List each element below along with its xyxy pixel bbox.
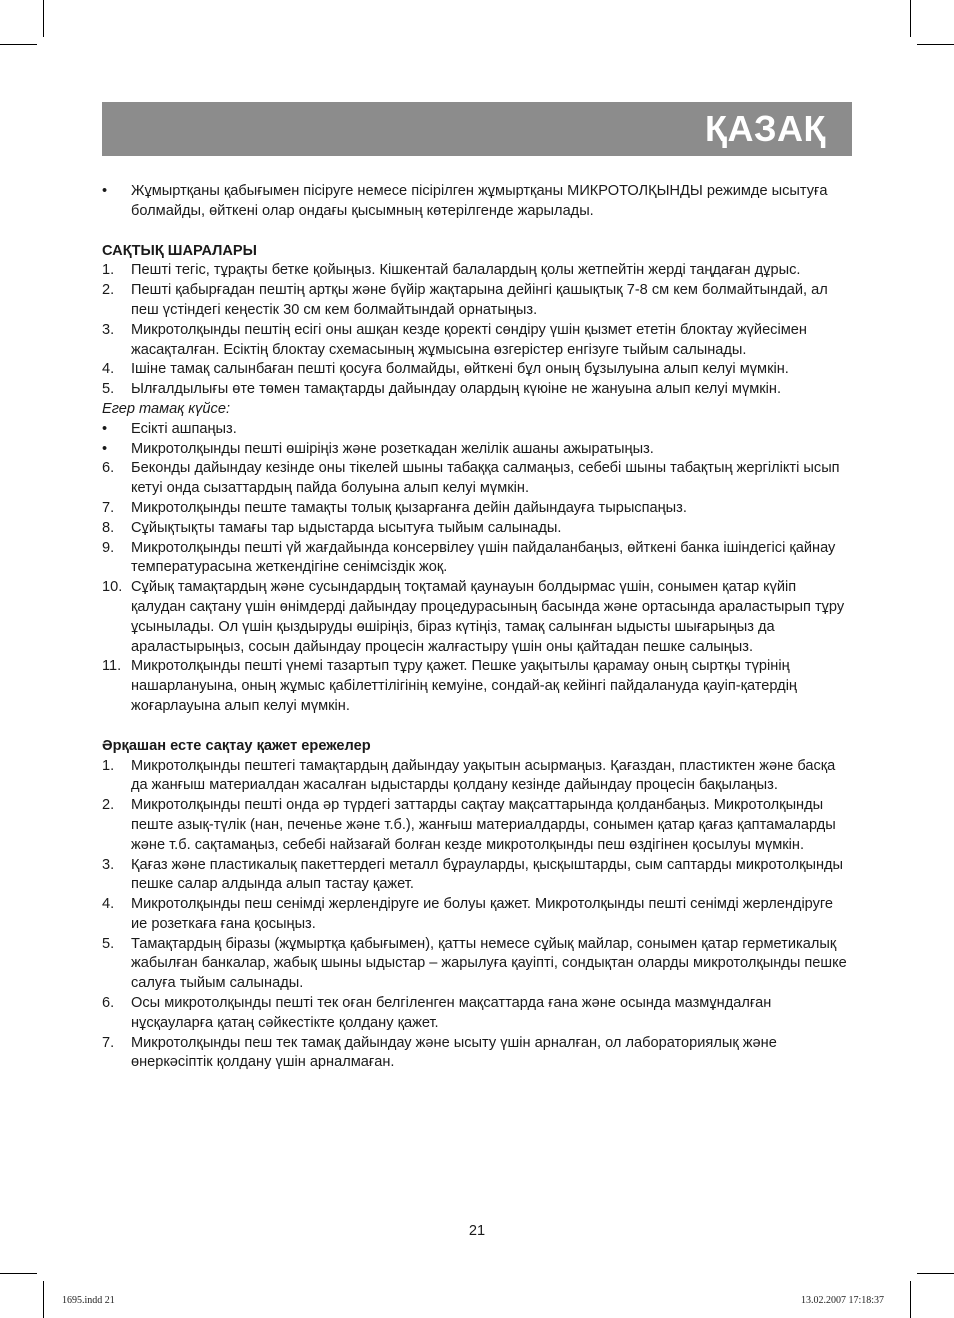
list-marker: • [102, 420, 108, 437]
list-marker: 4. [102, 361, 115, 378]
intro-text: Жұмыртқаны қабығымен пісіруге немесе пісірілген жұмыртқаны МИКРОТОЛҚЫНДЫ режимде ысытуға болмайды, өйткені олар ондағы қысымның көтерілгенде жарылады. [131, 183, 828, 219]
list-item-text: Беконды дайындау кезінде оны тікелей шыны табаққа салмаңыз, себебі шыны табақтың жергілікті ысып кетуі онда сызаттардың пайда болуына алып келуі мүмкін. [131, 460, 840, 497]
list-marker: 2. [102, 282, 115, 299]
bullet-marker: • [102, 183, 108, 199]
list-item [102, 1034, 852, 1074]
page-number: 21 [468, 1223, 486, 1239]
list-item-text: Сұйық тамақтардың және сусындардың тоқтамай қаунауын болдырмас үшін, сонымен қатар күйіп қалудан сақтану үшін өнімдерді дайындау процедурасының басында және ортасында араластырып тұру ұсынылады. Ол үшін қыздыруды өшіріңіз, біраз күтіңіз, тамақ салынған ыдысты шығарыңыз да араластырыңыз, сосын дайындау процесін жалғастыру үшін оны қайтадан пешке салыңыз. [131, 579, 845, 655]
list-item-text: Микротолқынды пеш тек тамақ дайындау және ысыту үшін арналған, ол лабораториялық және өнеркәсіптік қолдану үшін арналмаған. [131, 1034, 777, 1071]
crop-mark [43, 1281, 44, 1318]
list-item-text: Пешті тегіс, тұрақты бетке қойыңыз. Кішкентай балалардың қолы жетпейтін жерді таңдаған дұрыс. [131, 262, 801, 279]
precautions-list-continued [102, 459, 852, 716]
list-marker: 8. [102, 519, 115, 536]
list-marker: 6. [102, 995, 115, 1012]
list-item-text: Микротолқынды пешті үй жағдайында консервілеу үшін пайдаланбаңыз, өйткені банка ішіндегісі қайнау температурасына жеткендігіне сенімсіздік жоқ. [131, 539, 836, 576]
list-item [102, 539, 852, 579]
document-body [102, 182, 852, 1073]
list-item-text: Тамақтардың біразы (жұмыртқа қабығымен), қатты немесе сұйық майлар, сонымен қатар герметикалық жабылған банкалар, жабық шыны ыдыстар – жарылуға қауіпті, сондықтан оларды микротолқынды пешке салуға тыйым салынады. [131, 935, 847, 992]
fire-note: Егер тамақ күйсе: [102, 400, 231, 417]
list-item [102, 261, 852, 281]
crop-mark [917, 44, 954, 45]
list-item-text: Осы микротолқынды пешті тек оған белгіленген мақсаттарда ғана және осында мазмұндалған нұсқауларға қатаң сәйкестікте қолдану қажет. [131, 995, 772, 1031]
footer-timestamp: 13.02.2007 17:18:37 [800, 1295, 884, 1306]
list-item [102, 757, 852, 797]
list-item [102, 856, 852, 896]
language-title: ҚАЗАҚ [705, 108, 826, 149]
list-item-text: Пешті қабырғадан пештің артқы және бүйір жақтарына дейінгі қашықтық 7-8 см кем болмайтындай, ал пеш үстіндегі кеңестік 30 см кем болмайтындай орнатыңыз. [131, 282, 828, 318]
list-item-text: Микротолқынды пешті үнемі тазартып тұру қажет. Пешке уақытылы қарамау оның сыртқы түрінің нашарлануына, оның жұмыс қабілеттілігінің кемуіне, сондай-ақ кейінгі пайдалануда қауіп-қатердің жоғарлауына алып келуі мүмкін. [131, 658, 797, 714]
crop-mark [43, 0, 44, 37]
language-header-bar [102, 102, 852, 156]
list-item-text: Микротолқынды пештің есігі оны ашқан кезде қоректі сөндіру үшін қызмет ететін блоктау жүйесімен жасақталған. Есіктің блоктау схемасының жұмысына өзгерістер енгізуге тыйым салынады. [131, 321, 807, 358]
intro-item [102, 182, 852, 222]
bullet-item [102, 420, 852, 440]
list-marker: • [102, 440, 108, 457]
rules-list [102, 757, 852, 1074]
crop-mark [917, 1273, 954, 1274]
list-item [102, 459, 852, 499]
list-marker: 6. [102, 460, 115, 477]
spacer [102, 717, 852, 737]
list-item-text: Микротолқынды пеш сенімді жерлендіруге ие болуы қажет. Микротолқынды пешті сенімді жерлендіруге ие розеткаға ғана қосыңыз. [131, 896, 834, 932]
list-item-text: Ылғалдылығы өте төмен тамақтарды дайындау олардың күюіне не жануына алып келуі мүмкін. [131, 381, 782, 398]
crop-mark [910, 0, 911, 37]
list-item [102, 935, 852, 994]
list-item-text: Сұйықтықты тамағы тар ыдыстарда ысытуға тыйым салынады. [131, 519, 562, 536]
list-marker: 5. [102, 935, 115, 952]
list-marker: 3. [102, 321, 115, 338]
list-marker: 1. [102, 757, 115, 774]
list-marker: 7. [102, 1034, 115, 1051]
list-item [102, 578, 852, 657]
list-marker: 4. [102, 896, 115, 913]
list-item [102, 321, 852, 361]
list-marker: 10. [102, 579, 123, 596]
list-item [102, 657, 852, 716]
list-item [102, 360, 852, 380]
section-heading-rules: Әрқашан есте сақтау қажет ережелер [102, 737, 371, 754]
list-item [102, 994, 852, 1034]
section-heading-precautions: САҚТЫҚ ШАРАЛАРЫ [102, 242, 257, 259]
list-item [102, 519, 852, 539]
list-item-text: Микротолқынды пеште тамақты толық қызарғанға дейін дайындауға тырыспаңыз. [131, 499, 687, 516]
footer-file-info: 1695.indd 21 [62, 1295, 115, 1306]
list-item [102, 281, 852, 321]
crop-mark [0, 44, 37, 45]
list-item [102, 499, 852, 519]
precautions-list [102, 261, 852, 400]
list-item [102, 796, 852, 855]
list-marker: 5. [102, 381, 115, 398]
list-marker: 7. [102, 499, 115, 516]
list-marker: 2. [102, 797, 115, 814]
list-item-text: Микротолқынды пештегі тамақтардың дайындау уақытын асырмаңыз. Қағаздан, пластиктен және басқа да жанғыш материалдан жасалған ыдыстарды қолдану кезінде дайындау процесін бақылаңыз. [131, 757, 836, 794]
bullet-item [102, 440, 852, 460]
list-marker: 11. [102, 658, 122, 675]
list-item-text: Есікті ашпаңыз. [131, 420, 237, 437]
spacer [102, 222, 852, 242]
list-marker: 1. [102, 262, 115, 279]
list-item-text: Микротолқынды пешті өшіріңіз және розеткадан желілік ашаны ажыратыңыз. [131, 440, 654, 457]
list-item [102, 895, 852, 935]
list-item-text: Микротолқынды пешті онда әр түрдегі заттарды сақтау мақсаттарында қолданбаңыз. Микротолқынды пеште азық-түлік (нан, печенье және т.б.), жанғыш материалдарды, сонымен қатар қағаз қаптамаларды және т.б. сақтамаңыз, себебі найзағай болған кезде микротолқынды пеш өздігінен қосылуы мүмкін. [131, 797, 836, 853]
list-marker: 3. [102, 856, 115, 873]
list-item [102, 380, 852, 400]
fire-bullets-list [102, 420, 852, 460]
crop-mark [910, 1281, 911, 1318]
list-item-text: Қағаз және пластикалық пакеттердегі металл бұрауларды, қысқыштарды, сым саптарды микротолқынды пешке салар алдында алып тастау қажет. [131, 856, 844, 893]
crop-mark [0, 1273, 37, 1274]
list-item-text: Ішіне тамақ салынбаған пешті қосуға болмайды, өйткені бұл оның бұзылуына алып келуі мүмкін. [131, 361, 789, 378]
list-marker: 9. [102, 539, 115, 556]
